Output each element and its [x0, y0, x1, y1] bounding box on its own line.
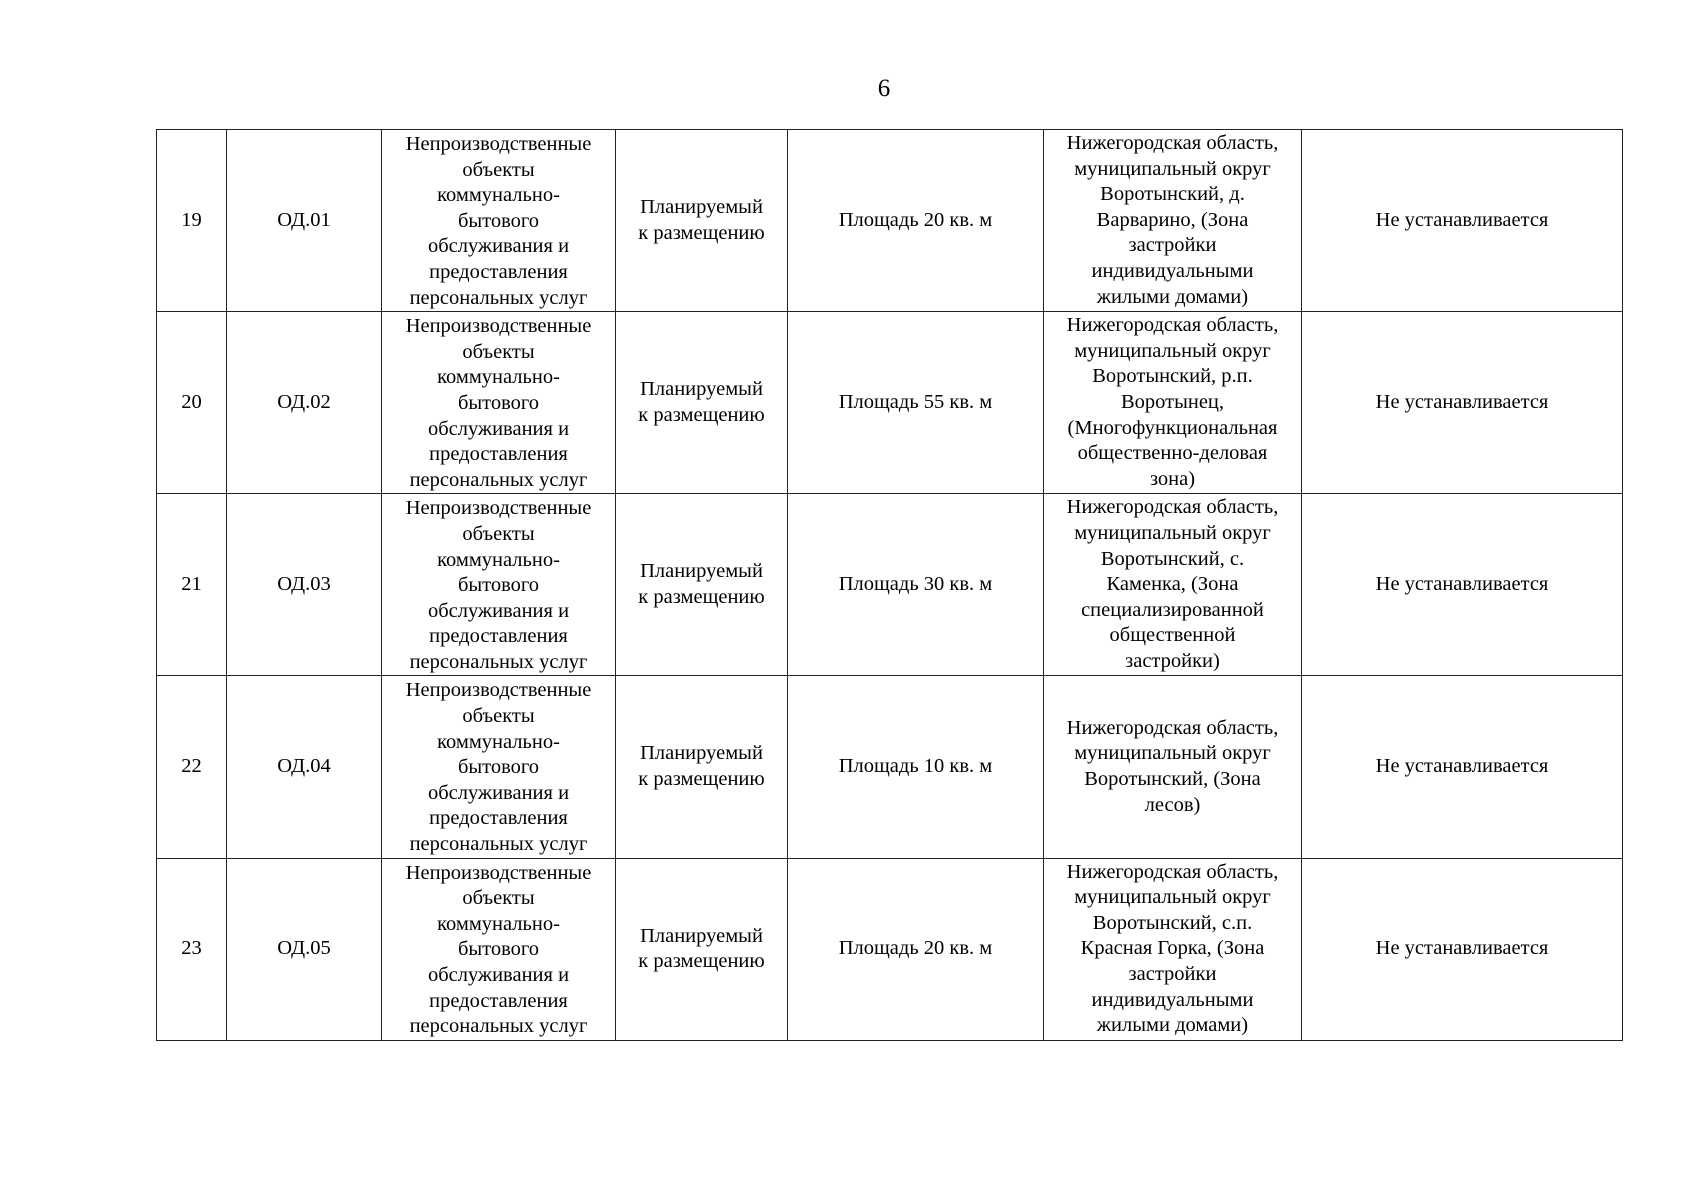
- object-characteristic: Площадь 10 кв. м: [838, 755, 993, 778]
- object-location: [1048, 860, 1297, 1039]
- object-name-line: бытового: [457, 756, 540, 779]
- object-name-line: коммунально-: [437, 366, 560, 389]
- object-name-line: бытового: [457, 209, 540, 232]
- object-zone: Не устанавливается: [1375, 755, 1549, 778]
- row-number-cell: [157, 312, 227, 494]
- object-location-cell: [1044, 858, 1302, 1040]
- object-location-line: Красная Горка, (Зона: [1080, 937, 1265, 960]
- object-location-line: Нижегородская область,: [1066, 496, 1279, 519]
- object-location-line: Каменка, (Зона: [1106, 573, 1239, 596]
- object-name: [386, 132, 611, 311]
- object-location-line: муниципальный округ: [1074, 886, 1271, 909]
- object-name-line: обслуживания и: [427, 964, 570, 986]
- object-location-line: индивидуальными: [1091, 259, 1254, 282]
- row-number-cell: [157, 676, 227, 858]
- object-name-cell: [382, 858, 616, 1040]
- object-name-cell: [382, 130, 616, 312]
- object-location-cell: [1044, 494, 1302, 676]
- object-name-line: коммунально-: [437, 912, 560, 935]
- object-name-cell: [382, 494, 616, 676]
- object-status-line: к размещению: [638, 221, 765, 244]
- object-status-line: Планируемый: [640, 560, 763, 583]
- object-code: ОД.04: [277, 755, 331, 778]
- object-status-line: к размещению: [638, 950, 765, 973]
- object-location-cell: [1044, 130, 1302, 312]
- object-name-line: Непроизводственные: [405, 679, 592, 702]
- object-name-line: персональных услуг: [409, 833, 588, 856]
- object-status-line: к размещению: [638, 403, 765, 426]
- row-number: 21: [181, 573, 202, 596]
- object-name-line: Непроизводственные: [405, 315, 592, 338]
- object-location-line: Нижегородская область,: [1066, 132, 1279, 154]
- object-code: ОД.02: [277, 390, 331, 413]
- object-status-line: Планируемый: [640, 195, 763, 218]
- object-name-line: Непроизводственные: [405, 497, 592, 520]
- row-number-cell: [157, 494, 227, 676]
- object-location-line: застройки: [1128, 234, 1217, 257]
- object-zone: Не устанавливается: [1375, 208, 1549, 231]
- object-status: [620, 195, 783, 246]
- table-row: [157, 676, 1623, 858]
- object-code: ОД.01: [277, 208, 331, 231]
- object-characteristic-cell: [788, 676, 1044, 858]
- object-name-line: персональных услуг: [409, 286, 588, 309]
- table-row: [157, 858, 1623, 1040]
- objects-table: [156, 129, 1623, 1041]
- object-name-line: Непроизводственные: [405, 133, 592, 155]
- object-name-line: предоставления: [429, 989, 568, 1012]
- table-row: [157, 130, 1623, 312]
- row-number: 22: [181, 755, 202, 778]
- object-location-line: жилыми домами): [1096, 285, 1249, 308]
- object-name-cell: [382, 312, 616, 494]
- object-location: [1048, 131, 1297, 310]
- object-zone-cell: [1302, 858, 1623, 1040]
- object-name: [386, 314, 611, 493]
- object-code-cell: [227, 858, 382, 1040]
- row-number: 23: [181, 937, 202, 960]
- object-zone: Не устанавливается: [1375, 573, 1549, 596]
- object-location-line: муниципальный округ: [1074, 521, 1271, 544]
- object-name: [386, 861, 611, 1040]
- object-characteristic-cell: [788, 312, 1044, 494]
- object-location-line: общественной: [1109, 624, 1236, 647]
- page-number: 6: [877, 75, 891, 102]
- table-row: [157, 494, 1623, 676]
- object-zone: Не устанавливается: [1375, 390, 1549, 413]
- object-characteristic: Площадь 30 кв. м: [838, 573, 993, 596]
- object-name-line: бытового: [457, 574, 540, 597]
- object-location-line: индивидуальными: [1091, 988, 1254, 1011]
- object-name-line: объекты: [462, 158, 535, 181]
- object-code-cell: [227, 676, 382, 858]
- object-name: [386, 496, 611, 675]
- object-status-line: Планируемый: [640, 742, 763, 765]
- object-status: [620, 377, 783, 428]
- object-status-line: к размещению: [638, 585, 765, 608]
- object-location-line: лесов): [1144, 793, 1201, 816]
- object-location-line: специализированной: [1081, 598, 1264, 621]
- object-code-cell: [227, 494, 382, 676]
- object-name-line: персональных услуг: [409, 468, 588, 491]
- object-zone-cell: [1302, 494, 1623, 676]
- table-body: [157, 130, 1623, 1041]
- object-location-line: Воротынский, д.: [1100, 183, 1245, 206]
- object-location-line: застройки: [1128, 963, 1217, 985]
- object-status-cell: [616, 494, 788, 676]
- object-characteristic: Площадь 55 кв. м: [838, 390, 993, 413]
- object-location-line: Нижегородская область,: [1066, 314, 1279, 337]
- object-location: [1048, 716, 1297, 818]
- object-name-line: предоставления: [429, 625, 568, 648]
- object-location-line: Воротынский, с.п.: [1092, 911, 1253, 934]
- object-location-line: Воротынский, с.: [1100, 547, 1245, 570]
- object-status: [620, 559, 783, 610]
- object-characteristic-cell: [788, 858, 1044, 1040]
- object-location-line: Нижегородская область,: [1066, 716, 1279, 739]
- object-name-line: обслуживания и: [427, 781, 570, 804]
- object-name-line: объекты: [462, 522, 535, 545]
- object-name-line: коммунально-: [437, 184, 560, 207]
- object-status-cell: [616, 130, 788, 312]
- object-characteristic: Площадь 20 кв. м: [838, 937, 993, 960]
- object-name: [386, 678, 611, 857]
- object-name-line: Непроизводственные: [405, 861, 592, 884]
- object-location-line: Варварино, (Зона: [1096, 208, 1249, 231]
- object-name-line: обслуживания и: [427, 599, 570, 622]
- object-name-line: предоставления: [429, 260, 568, 283]
- object-status-line: Планируемый: [640, 924, 763, 947]
- object-status: [620, 924, 783, 975]
- object-zone: Не устанавливается: [1375, 937, 1549, 960]
- object-location-line: Воротынский, (Зона: [1084, 768, 1261, 791]
- object-location-line: Воротынец,: [1120, 390, 1225, 413]
- object-code-cell: [227, 130, 382, 312]
- object-name-line: персональных услуг: [409, 1015, 588, 1038]
- object-location-line: муниципальный округ: [1074, 339, 1271, 362]
- object-location-line: Нижегородская область,: [1066, 860, 1279, 883]
- row-number: 19: [181, 208, 202, 231]
- object-location-cell: [1044, 312, 1302, 494]
- object-name-line: обслуживания и: [427, 235, 570, 258]
- row-number: 20: [181, 390, 202, 413]
- object-code: ОД.05: [277, 937, 331, 960]
- object-status: [620, 741, 783, 792]
- object-location-line: общественно-деловая: [1077, 442, 1268, 465]
- object-characteristic: Площадь 20 кв. м: [838, 208, 993, 231]
- object-status-line: Планируемый: [640, 378, 763, 401]
- object-name-line: объекты: [462, 340, 535, 363]
- object-location: [1048, 495, 1297, 674]
- object-location-line: жилыми домами): [1096, 1014, 1249, 1037]
- object-status-line: к размещению: [638, 768, 765, 791]
- object-location-line: застройки): [1125, 649, 1220, 672]
- object-characteristic-cell: [788, 494, 1044, 676]
- object-zone-cell: [1302, 676, 1623, 858]
- object-name-line: предоставления: [429, 443, 568, 466]
- object-name-line: обслуживания и: [427, 417, 570, 440]
- object-name-line: бытового: [457, 391, 540, 414]
- object-status-cell: [616, 676, 788, 858]
- table-row: [157, 312, 1623, 494]
- object-location-line: муниципальный округ: [1074, 157, 1271, 180]
- row-number-cell: [157, 130, 227, 312]
- object-characteristic-cell: [788, 130, 1044, 312]
- object-name-line: предоставления: [429, 807, 568, 830]
- object-name-line: объекты: [462, 887, 535, 910]
- object-location-line: Воротынский, р.п.: [1092, 365, 1253, 388]
- object-location-line: зона): [1149, 467, 1196, 490]
- object-code: ОД.03: [277, 573, 331, 596]
- object-status-cell: [616, 858, 788, 1040]
- object-name-line: коммунально-: [437, 548, 560, 571]
- object-location-line: муниципальный округ: [1074, 742, 1271, 765]
- row-number-cell: [157, 858, 227, 1040]
- object-name-line: бытового: [457, 938, 540, 961]
- object-name-line: коммунально-: [437, 730, 560, 753]
- object-location: [1048, 313, 1297, 492]
- object-zone-cell: [1302, 312, 1623, 494]
- object-code-cell: [227, 312, 382, 494]
- object-location-line: (Многофункциональная: [1067, 416, 1278, 439]
- object-zone-cell: [1302, 130, 1623, 312]
- object-status-cell: [616, 312, 788, 494]
- object-name-line: объекты: [462, 705, 535, 728]
- object-name-cell: [382, 676, 616, 858]
- object-location-cell: [1044, 676, 1302, 858]
- object-name-line: персональных услуг: [409, 650, 588, 673]
